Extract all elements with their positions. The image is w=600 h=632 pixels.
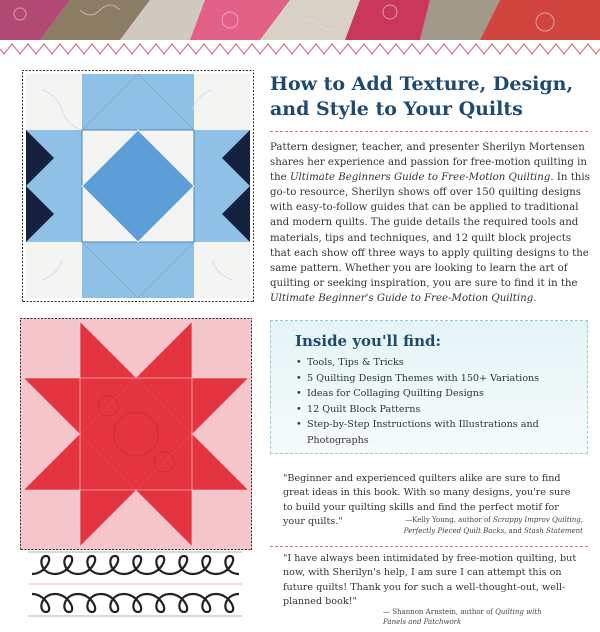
quote-1-attr-prefix: —Kelly Young, author of bbox=[405, 516, 493, 524]
quote-2-book-1: Quilting with bbox=[495, 608, 542, 616]
quilt-block-blue-image bbox=[22, 70, 254, 302]
features-heading: Inside you'll find: bbox=[295, 332, 441, 350]
list-item: • 12 Quilt Block Patterns bbox=[296, 402, 578, 418]
quote-1-attr-and: and bbox=[506, 526, 525, 535]
quote-2-attr-prefix: — Shannon Arnstein, author of bbox=[383, 608, 496, 616]
quote-1-book-1: Scrappy Improv Quilting, bbox=[493, 516, 583, 524]
quote-1-book-3: Stash Statement bbox=[524, 526, 583, 535]
loop-design-illustration bbox=[28, 544, 242, 624]
title-divider bbox=[270, 131, 588, 132]
list-item: • Tools, Tips & Tricks bbox=[296, 355, 578, 371]
quote-1-text: "Beginner and experienced quilters alike are sure to find great ideas in this book. With so many designs, you're sure to build your quilting skills and find the perfect motif for your quilts." bbox=[283, 473, 571, 527]
intro-part-2: . In this go-to resource, Sherilyn shows off over 150 quilting designs with easy-to-follow guides that can be applied to traditional and modern quilts. The guide details the required tools and materials, tips and techniques, and 12 quilt block projects that each show off three ways to apply quilting designs to the same pattern. Whether you are looking to learn the art of quilting or seeking inspiration, you are sure to find it in the bbox=[270, 172, 590, 289]
intro-part-1: Pattern designer, teacher, and presenter Sherilyn Mortensen shares her experience and passion for free-motion quilting in the bbox=[270, 142, 587, 184]
quote-2-text: "I have always been intimidated by free-motion quilting, but now, with Sherilyn's help, I am sure I can attempt this on future quilts! Thank you for such a well-thought-out, well-planned book!" bbox=[283, 553, 577, 607]
features-list bbox=[296, 355, 578, 449]
intro-book-title-1: Ultimate Beginners Guide to Free-Motion Quilting bbox=[289, 172, 551, 184]
quote-1-book-2: Perfectly Pieced Quilt Backs, bbox=[403, 526, 507, 535]
quote-2-book-2: Panels and Patchwork bbox=[383, 618, 462, 626]
fabric-banner-image bbox=[0, 0, 600, 40]
quote-1-attribution bbox=[283, 515, 583, 536]
zigzag-divider bbox=[0, 40, 600, 52]
intro-paragraph bbox=[270, 140, 592, 306]
list-item: • Step-by-Step Instructions with Illustrations and Photographs bbox=[296, 417, 578, 448]
page-title bbox=[270, 72, 588, 122]
title-line-1: How to Add Texture, Design, bbox=[270, 73, 574, 95]
quote-2-attribution bbox=[383, 607, 563, 627]
list-item: • Ideas for Collaging Quilting Designs bbox=[296, 386, 578, 402]
quote-divider bbox=[270, 546, 588, 547]
title-line-2: and Style to Your Quilts bbox=[270, 98, 523, 120]
quilt-block-red-star-image bbox=[20, 318, 252, 550]
list-item: • 5 Quilting Design Themes with 150+ Variations bbox=[296, 371, 578, 387]
intro-part-3: . bbox=[533, 292, 537, 304]
intro-book-title-2: Ultimate Beginner's Guide to Free-Motion Quilting bbox=[270, 292, 534, 304]
